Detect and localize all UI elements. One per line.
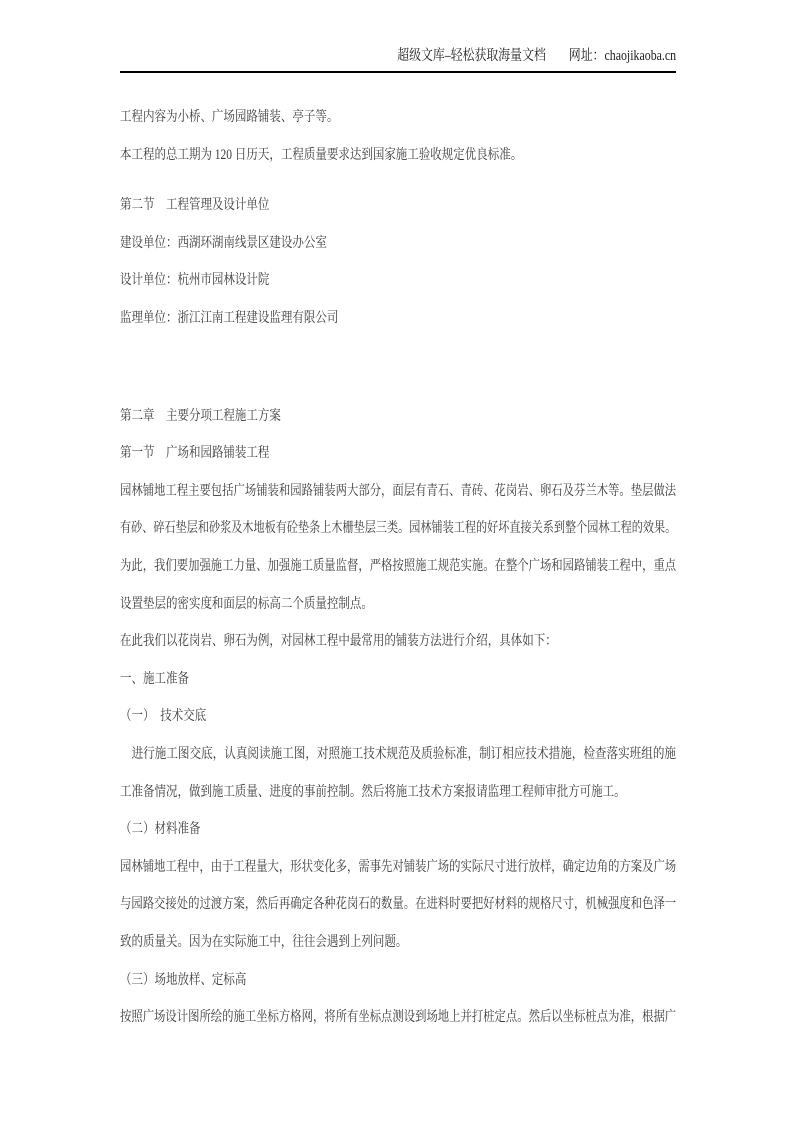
document-line: 有砂、碎石垫层和砂浆及木地板有砼垫条上木栅垫层三类。园林铺装工程的好坏直接关系到整个园林工程的效果。: [120, 520, 677, 537]
document-line: 进行施工图交底，认真阅读施工图，对照施工技术规范及质验标准，制订相应技术措施，检查落实班组的施: [120, 746, 677, 762]
document-line: 第二章 主要分项工程施工方案: [120, 407, 281, 424]
document-line: 按照广场设计图所绘的施工坐标方格网，将所有坐标点测设到场地上并打桩定点。然后以坐标桩点为准，根据广: [120, 1009, 677, 1026]
document-line: 园林铺地工程主要包括广场铺装和园路铺装两大部分，面层有青石、青砖、花岗岩、卵石及芬兰木等。垫层做法: [120, 482, 677, 499]
document-line: 致的质量关。因为在实际施工中，往往会遇到上列问题。: [120, 934, 408, 950]
page-header: [397, 47, 676, 65]
document-line: （二）材料准备: [120, 821, 201, 838]
document-line: 工程内容为小桥、广场园路铺装、亭子等。: [120, 109, 339, 125]
document-line: 为此，我们要加强施工力量、加强施工质量监督，严格按照施工规范实施。在整个广场和园路铺装工程中，重点: [120, 558, 677, 574]
document-line: 与园路交接处的过渡方案，然后再确定各种花岗石的数量。在进料时要把好材料的规格尺寸，机械强度和色泽一: [120, 896, 677, 913]
document-line: 设计单位：杭州市园林设计院: [120, 272, 270, 289]
document-line: 在此我们以花岗岩、卵石为例，对园林工程中最常用的铺装方法进行介绍，具体如下：: [120, 633, 557, 650]
document-line: 设置垫层的密实度和面层的标高二个质量控制点。: [120, 595, 373, 612]
header-site-name: 超级文库–轻松获取海量文档: [397, 48, 546, 64]
header-url-label: 网址：: [568, 48, 605, 64]
document-line: 一、施工准备: [120, 670, 189, 687]
document-line: 工准备情况，做到施工质量、进度的事前控制。然后将施工技术方案报请监理工程师审批方可施工。: [120, 783, 626, 800]
document-line: 建设单位：西湖环湖南线景区建设办公室: [120, 234, 327, 251]
document-line: 本工程的总工期为 120 日历天，工程质量要求达到国家施工验收规定优良标准。: [120, 146, 523, 163]
document-line: 园林铺地工程中，由于工程量大，形状变化多，需事先对铺装广场的实际尺寸进行放样，确定边角的方案及广场: [120, 858, 677, 875]
document-line: 监理单位：浙江江南工程建设监理有限公司: [120, 310, 339, 326]
header-divider: [120, 71, 676, 73]
header-url: chaojikaoba.cn: [604, 48, 676, 64]
document-line: （一） 技术交底: [120, 708, 207, 725]
document-line: 第二节 工程管理及设计单位: [120, 197, 270, 214]
document-line: （三）场地放样、定标高: [120, 971, 247, 988]
document-line: 第一节 广场和园路铺装工程: [120, 445, 270, 462]
